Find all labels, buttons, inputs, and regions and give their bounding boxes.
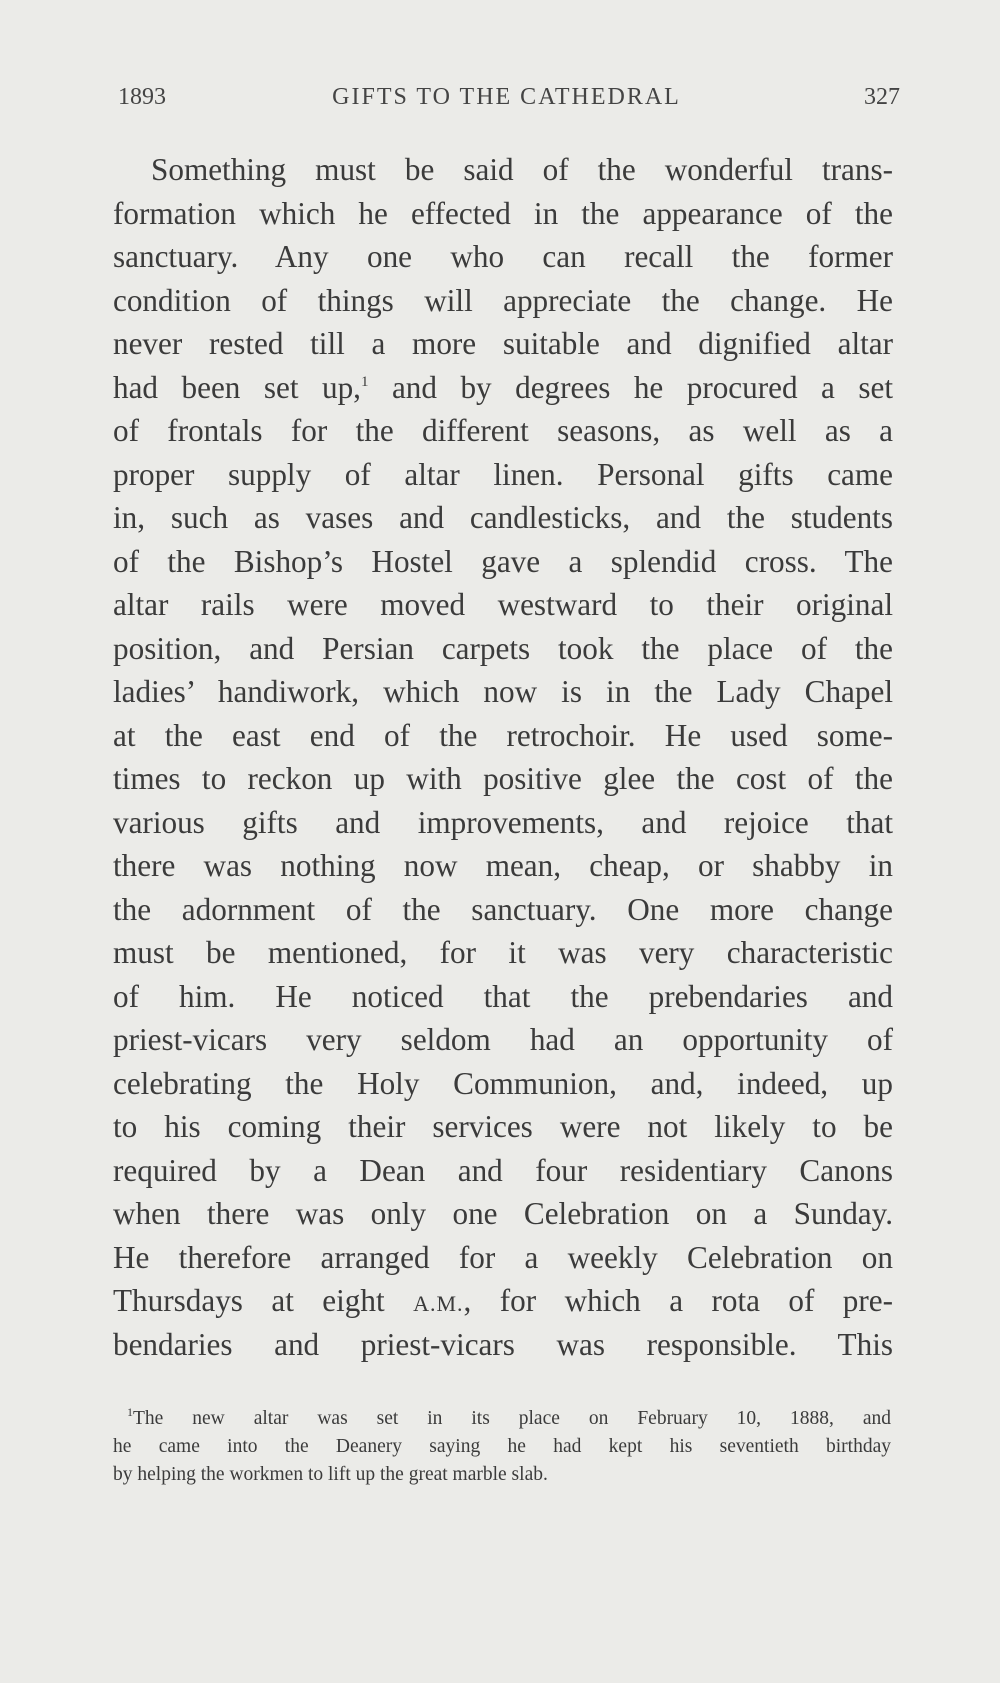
footnote-line [113, 1405, 891, 1433]
footnote-line: by helping the workmen to lift up the great marble slab. [113, 1464, 548, 1485]
text-line: there was nothing now mean, cheap, or shabby in [113, 848, 893, 883]
text-line: the adornment of the sanctuary. One more change [113, 891, 893, 927]
text-line: times to reckon up with positive glee the cost of the [113, 761, 893, 796]
text-line: when there was only one Celebration on a Sunday. [113, 1196, 893, 1231]
text-line: required by a Dean and four residentiary Canons [113, 1152, 893, 1188]
text-line: never rested till a more suitable and dignified altar [113, 326, 893, 361]
text-line: bendaries and priest-vicars was responsible. This [113, 1326, 893, 1362]
text-line [113, 366, 893, 410]
text-line: He therefore arranged for a weekly Celebration on [113, 1239, 893, 1275]
text-fragment: and by degrees he procured a set [368, 369, 894, 405]
text-line: must be mentioned, for it was very characteristic [113, 935, 893, 970]
footnote-text: The new altar was set in its place on February 10, 1888, and [133, 1408, 891, 1429]
text-line: celebrating the Holy Communion, and, indeed, up [113, 1065, 893, 1101]
text-line: of frontals for the different seasons, as well as a [113, 413, 893, 448]
text-line: priest-vicars very seldom had an opportunity of [113, 1022, 893, 1057]
text-line: in, such as vases and candlesticks, and the students [113, 500, 893, 535]
text-line: of the Bishop’s Hostel gave a splendid cross. The [113, 543, 893, 579]
text-line: at the east end of the retrochoir. He used some- [113, 717, 893, 753]
header-title: GIFTS TO THE CATHEDRAL [332, 84, 681, 110]
footnote-line: he came into the Deanery saying he had kept his seventieth birthday [113, 1436, 891, 1457]
text-line: proper supply of altar linen. Personal gifts came [113, 456, 893, 492]
time-smallcaps: A.M. [413, 1291, 464, 1316]
text-line [113, 1279, 893, 1323]
text-fragment: Thursdays at eight [113, 1283, 385, 1318]
footnote-reference: 1 [360, 373, 369, 390]
footnote [113, 1405, 891, 1489]
header-year: 1893 [118, 84, 166, 110]
page-number: 327 [864, 84, 900, 110]
body-text [113, 148, 893, 1366]
text-line: to his coming their services were not likely to be [113, 1109, 893, 1144]
footnote-marker: 1 [127, 1405, 133, 1419]
running-head [113, 84, 900, 114]
text-line: position, and Persian carpets took the place of the [113, 630, 893, 666]
text-line: of him. He noticed that the prebendaries and [113, 978, 893, 1014]
text-line: ladies’ handiwork, which now is in the Lady Chapel [113, 674, 893, 709]
text-line: formation which he effected in the appearance of the [113, 195, 893, 231]
text-fragment: , for which a rota of pre- [463, 1283, 894, 1318]
text-line: altar rails were moved westward to their original [113, 587, 893, 622]
text-line: Something must be said of the wonderful trans- [151, 152, 893, 187]
text-fragment: had been set up, [113, 369, 361, 405]
text-line: condition of things will appreciate the change. He [113, 282, 893, 318]
text-line: various gifts and improvements, and rejoice that [113, 804, 893, 840]
text-line: sanctuary. Any one who can recall the former [113, 239, 893, 274]
